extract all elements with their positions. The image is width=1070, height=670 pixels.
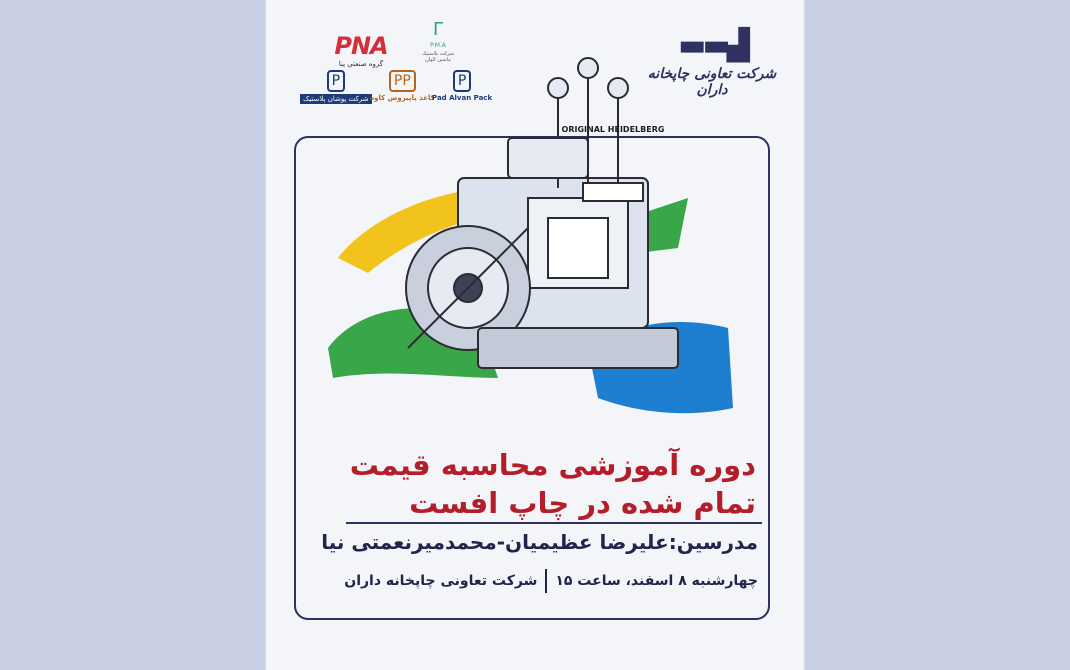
kaveh-logo-caption: کاغذ پاپیروس کاوه [370, 94, 435, 102]
course-title-line-1: دوره آموزشی محاسبه قیمت [349, 448, 756, 482]
kaveh-logo-icon: PP [389, 70, 416, 92]
pma-logo-caption: شرکت پلاستیک ماشین الوان [422, 51, 454, 63]
course-title [306, 446, 756, 522]
poster [266, 0, 804, 670]
printing-press-illustration [328, 48, 748, 428]
pooshan-logo-caption: شرکت پوشان پلاستیک [300, 94, 372, 104]
event-date: چهارشنبه ۸ اسفند، ساعت ۱۵ [555, 573, 758, 589]
event-venue: شرکت تعاونی چاپخانه داران [344, 573, 538, 589]
event-info [306, 569, 758, 593]
title-divider [346, 522, 762, 524]
pma-logo-mark: P.M.A [430, 42, 446, 49]
daran-logo-icon: ▬▬▟ [678, 28, 746, 63]
pad-alvan-logo-icon: P [453, 70, 471, 92]
instructors-text: مدرسین:علیرضا عظیمیان-محمدمیرنعمتی نیا [321, 530, 758, 554]
course-title-line-2: تمام شده در چاپ افست [409, 486, 756, 520]
pad-alvan-logo-caption: Pad Alvan Pack [432, 94, 493, 102]
info-separator [545, 569, 547, 593]
pooshan-logo-icon: P [327, 70, 345, 92]
pna-logo-caption: گروه صنعتی پنا [338, 60, 384, 68]
pna-logo-mark: PNA [334, 32, 388, 60]
machine-label: ORIGINAL HEIDELBERG [561, 125, 665, 134]
daran-logo-caption: شرکت تعاونی چاپخانه داران [647, 66, 777, 98]
pma-logo-icon: ᒥ [432, 19, 444, 40]
